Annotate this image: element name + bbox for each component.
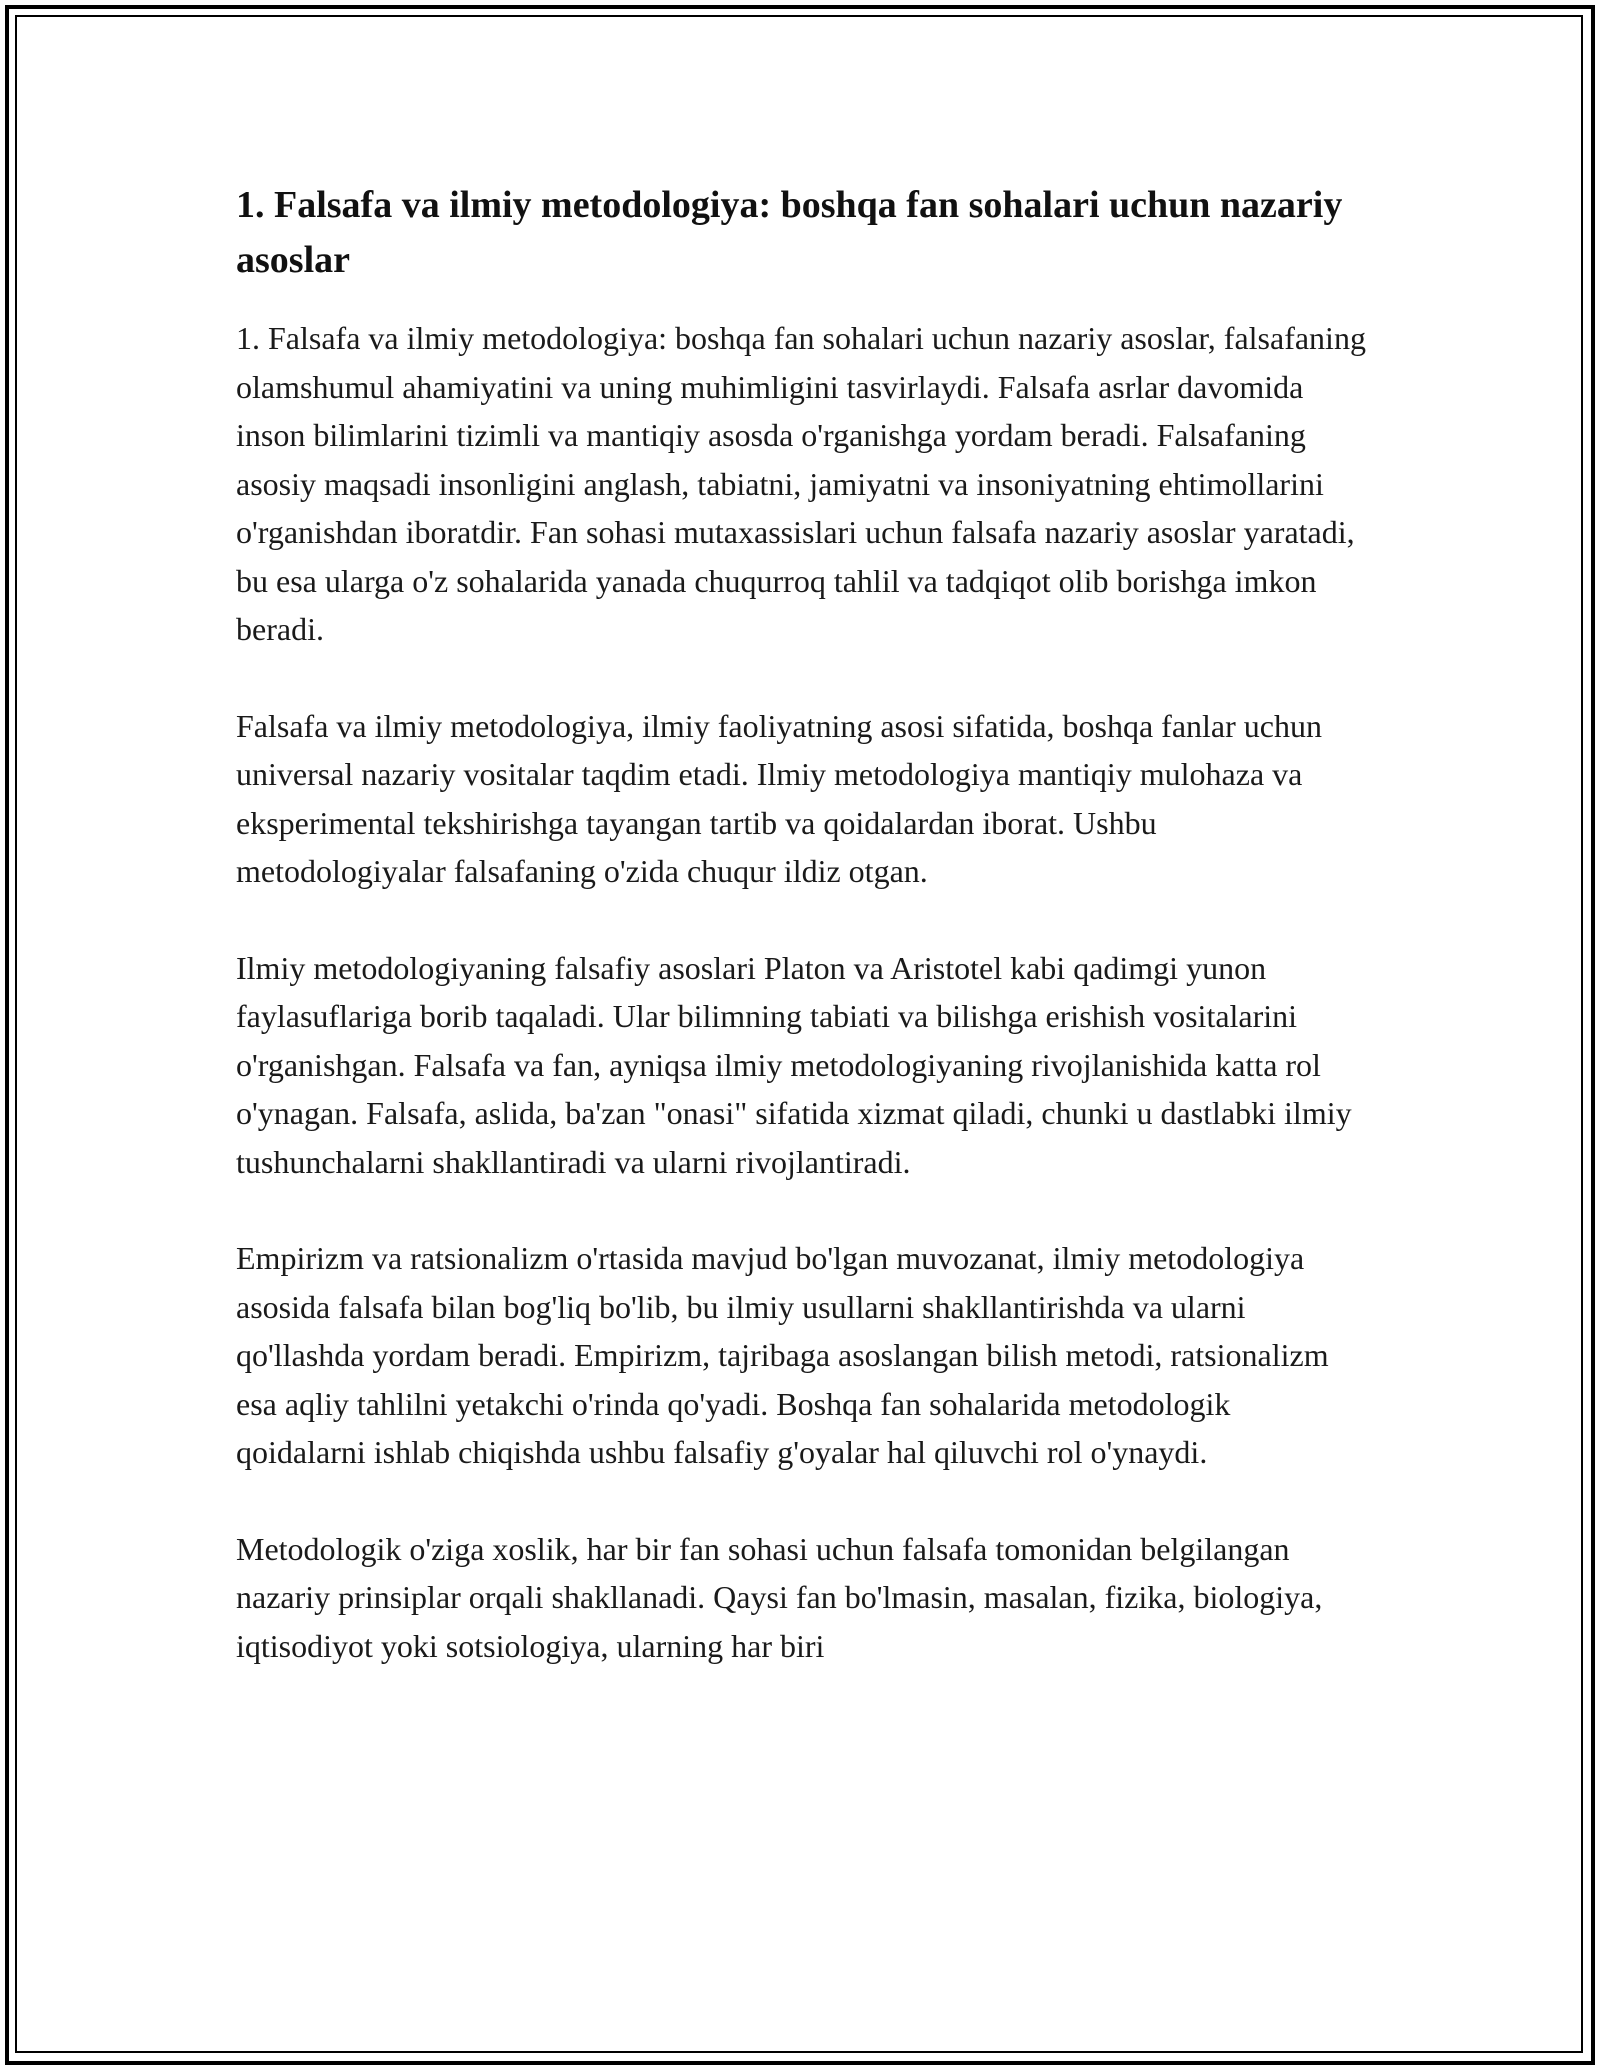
paragraph-2: Falsafa va ilmiy metodologiya, ilmiy faoliyatning asosi sifatida, boshqa fanlar uchun universal nazariy vositalar taqdim etadi. Ilmiy metodologiya mantiqiy mulohaza va eksperimental tekshirishga tayangan tartib va qoidalardan iborat. Ushbu metodologiyalar falsafaning o'zida chuqur ildiz otgan. — [236, 707, 1322, 889]
paragraph-3: Ilmiy metodologiyaning falsafiy asoslari Platon va Aristotel kabi qadimgi yunon faylasuflariga borib taqaladi. Ular bilimning tabiati va bilishga erishish vositalarini o'rganishgan. Falsafa va fan, ayniqsa ilmiy metodologiyaning rivojlanishida katta rol o'ynagan. Falsafa, aslida, ba'zan "onasi" sifatida xizmat qiladi, chunki u dastlabki ilmiy tushunchalarni shakllantiradi va ularni rivojlantiradi. — [236, 949, 1352, 1180]
paragraph-1: 1. Falsafa va ilmiy metodologiya: boshqa fan sohalari uchun nazariy asoslar, falsafaning olamshumul ahamiyatini va uning muhimligini tasvirlaydi. Falsafa asrlar davomida inson bilimlarini tizimli va mantiqiy asosda o'rganishga yordam beradi. Falsafaning asosiy maqsadi insonligini anglash, tabiatni, jamiyatni va insoniyatning ehtimollarini o'rganishdan iboratdir. Fan sohasi mutaxassislari uchun falsafa nazariy asoslar yaratadi, bu esa ularga o'z sohalarida yanada chuqurroq tahlil va tadqiqot olib borishga imkon beradi. — [236, 320, 1366, 647]
paragraph-4: Empirizm va ratsionalizm o'rtasida mavjud bo'lgan muvozanat, ilmiy metodologiya asosida falsafa bilan bog'liq bo'lib, bu ilmiy usullarni shakllantirishda va ularni qo'llashda yordam beradi. Empirizm, tajribaga asoslangan bilish metodi, ratsionalizm esa aqliy tahlilni yetakchi o'rinda qo'yadi. Boshqa fan sohalarida metodologik qoidalarni ishlab chiqishda ushbu falsafiy g'oyalar hal qiluvchi rol o'ynaydi. — [236, 1240, 1329, 1470]
paragraph-5: Metodologik o'ziga xoslik, har bir fan sohasi uchun falsafa tomonidan belgilangan nazariy prinsiplar orqali shakllanadi. Qaysi fan bo'lmasin, masalan, fizika, biologiya, iqtisodiyot yoki sotsiologiya, ularning har biri — [236, 1530, 1323, 1664]
document-body — [236, 178, 1366, 1718]
document-title: 1. Falsafa va ilmiy metodologiya: boshqa fan sohalari uchun nazariy asoslar — [236, 184, 1343, 281]
